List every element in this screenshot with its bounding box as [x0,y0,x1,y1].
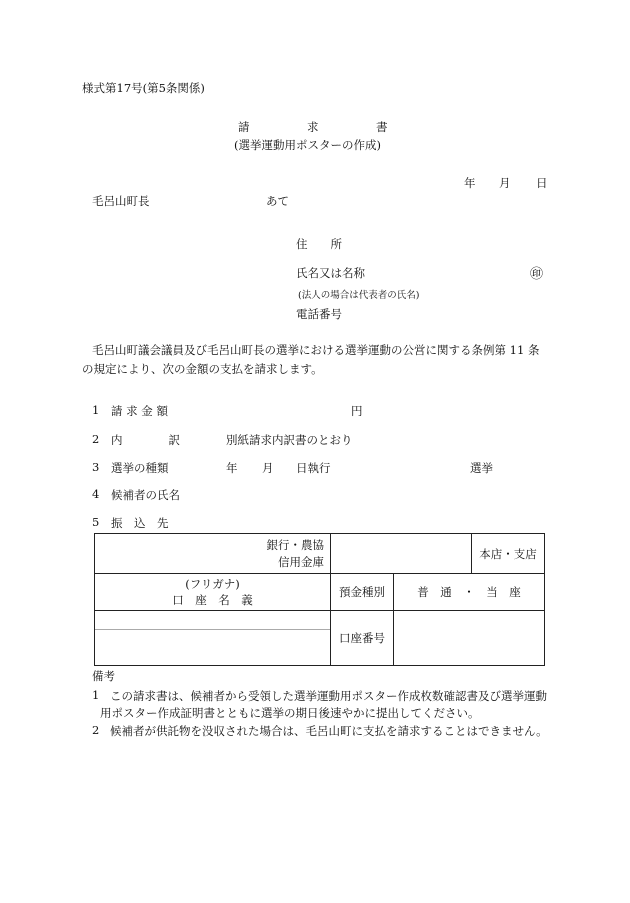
note-2-text: 候補者が供託物を没収された場合は、毛呂山町に支払を請求することはできません。 [110,724,548,738]
branch-label: 本店・支店 [472,534,545,574]
item-2-number: 2 [92,432,100,446]
branch-name-cell[interactable] [331,534,472,574]
body-text-line2: の規定により、次の金額の支払を請求します。 [82,362,323,376]
item-5-number: 5 [92,515,100,529]
date-day-label: 日 [536,176,548,190]
deposit-type-label: 預金種別 [331,574,394,611]
account-name-label: 口 座 名 義 [172,593,253,607]
notes-heading: 備考 [92,669,115,683]
account-name-input-cell[interactable] [95,611,331,666]
address-label: 住 所 [296,237,342,251]
furigana-label: (フリガナ) [185,577,240,591]
addressee-ate: あて [266,194,289,208]
form-number: 様式第17号(第5条関係) [82,81,205,95]
item-1-number: 1 [92,403,100,417]
furigana-input-area[interactable] [95,611,330,629]
note-1-line2: 用ポスター作成証明書とともに選挙の期日後速やかに提出してください。 [100,706,480,720]
note-2-number: 2 [92,723,100,737]
deposit-type-options[interactable]: 普 通 ・ 当 座 [394,574,545,611]
body-text-line1: 毛呂山町議会議員及び毛呂山町長の選挙における選挙運動の公営に関する条例第 11 条 [92,343,540,357]
date-year-label: 年 [464,176,476,190]
item-1-label: 請 求 金 額 [111,404,168,418]
account-name-input-area[interactable] [95,629,330,665]
item-1-yen: 円 [351,404,363,418]
seal-mark: ㊞ [530,267,544,282]
addressee-name: 毛呂山町長 [92,194,150,208]
item-2-label: 内 訳 [111,433,180,447]
item-3-label: 選挙の種類 [111,461,169,475]
date-month-label: 月 [499,176,511,190]
corporate-note: (法人の場合は代表者の氏名) [298,290,420,301]
bank-label-1: 銀行・農協 [266,537,324,552]
item-3-day: 日執行 [296,461,331,475]
item-4-number: 4 [92,487,100,501]
note-1-number: 1 [92,688,100,702]
phone-label: 電話番号 [296,307,342,321]
bank-transfer-table [94,533,545,666]
note-1-line1: この請求書は、候補者から受領した選挙運動用ポスター作成枚数確認書及び選挙運動 [110,689,547,703]
item-3-suffix: 選挙 [470,461,493,475]
name-label: 氏名又は名称 [296,266,365,280]
bank-type-cell[interactable] [95,534,331,574]
account-number-input-cell[interactable] [394,611,545,666]
item-3-year: 年 [226,461,238,475]
account-number-label: 口座番号 [331,611,394,666]
item-2-value: 別紙請求内訳書のとおり [226,433,353,447]
account-name-header [95,574,331,611]
bank-label-2: 信用金庫 [278,554,324,569]
item-4-label: 候補者の氏名 [111,488,180,502]
item-3-number: 3 [92,460,100,474]
item-3-month: 月 [262,461,274,475]
item-5-label: 振 込 先 [111,516,169,530]
document-title: 請 求 書 [238,120,388,134]
document-subtitle: (選挙運動用ポスターの作成) [234,138,381,152]
